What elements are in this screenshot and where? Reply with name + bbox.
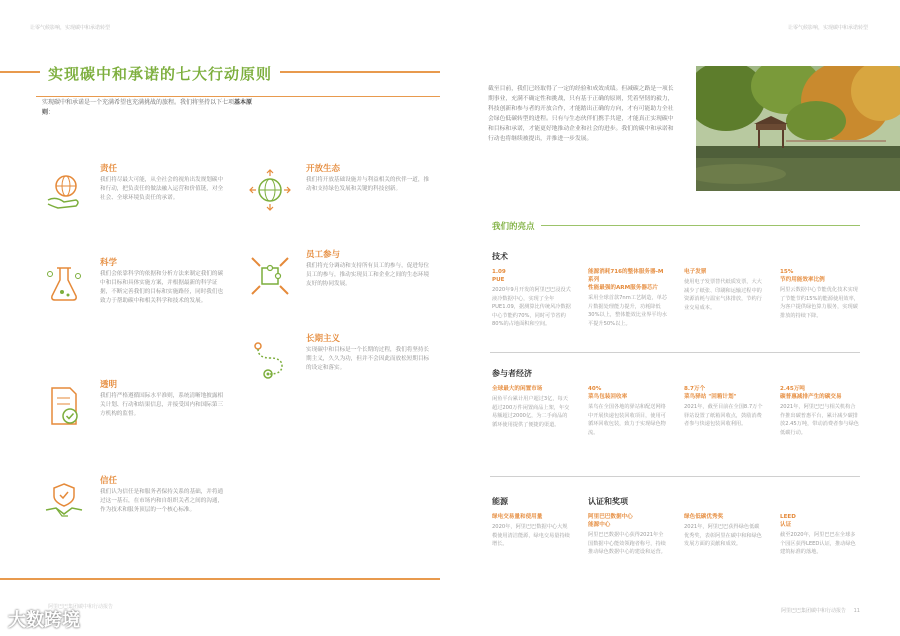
stat-cert-2	[684, 513, 764, 549]
page-number: 11	[853, 608, 860, 614]
science-flask-icon	[42, 262, 86, 306]
stat-heading: 阿里巴巴数据中心 能源中心	[588, 514, 633, 528]
principle-transparency	[42, 378, 232, 458]
puzzle-hands-icon	[248, 254, 292, 298]
footer-right-text: 阿里巴巴集团碳中和行动报告	[781, 608, 847, 614]
stat-heading: 全球最大的闲置市场	[492, 386, 543, 392]
header-left: 让零气候影响，实现碳中和承诺转型	[30, 25, 111, 31]
stat-body: 采用全球首款7nm工艺制造，单芯片数据处理能力提升，功耗降低30%以上，整体能效比业界平均水平提升50%以上。	[588, 295, 668, 327]
separator	[490, 352, 860, 353]
principle-body: 我们将尽最大可能，从全社会的视角出发规划碳中和行动，把负责任的做法融入运营和价值链，对全社会、全球环境负责任的承诺。	[100, 177, 224, 201]
intro-bold: 基本原则	[42, 99, 253, 116]
principle-body: 我们会依靠科学的依据和分析方法来制定我们的碳中和目标和具体实施方案，并根据最新的科学证据，不断完善我们的目标和实施路径，同时我们也致力于帮助碳中和相关科学和技术的发展。	[100, 271, 224, 304]
intro-text-body: 实现碳中和承诺是一个充满希望也充满挑战的旅程。我们将坚持以下七项	[42, 99, 235, 106]
stat-heading: 能源消耗716的整体服务器-M系列 性能最强的ARM服务器芯片	[588, 269, 664, 291]
stat-body: 阿里巴巴数据中心获得2021年全国数据中心能效领跑者称号，持续推动绿色数据中心的建设和运营。	[588, 532, 666, 555]
watermark-logo: 大数跨境	[8, 610, 80, 631]
stat-body: 闲鱼平台累计用户超过3亿，每天超过200万件闲置商品上架，年交易额超过2000亿，为二手商品的循环使用提供了便捷的渠道。	[492, 396, 570, 428]
stat-tech-3	[684, 268, 764, 312]
stat-tech-1	[492, 268, 572, 329]
section-energy: 能源	[492, 497, 508, 506]
stat-heading: 电子发票	[684, 269, 707, 275]
stat-heading: LEED 认证	[780, 514, 796, 528]
stat-body: 2021年，截至目前在全国8.7万个驿站设置了纸箱回收点，鼓励消费者参与快递包装回收利用。	[684, 404, 763, 427]
principle-body: 我们将开放基础设施并与利益相关的伙伴一道，推动和支持绿色发展和关键的科技创新。	[306, 177, 430, 192]
stat-participant-1	[492, 385, 572, 429]
header-right: 让零气候影响，实现碳中和承诺转型	[787, 25, 868, 31]
path-icon	[248, 338, 292, 382]
highlights-rule	[540, 225, 860, 226]
stat-heading: 2.45万吨 碳普惠减排产生的碳交易	[780, 386, 842, 400]
principle-title: 透明	[100, 380, 118, 390]
section-cert: 认证和奖项	[588, 497, 628, 506]
stat-body: 2021年，阿里巴巴获得绿色低碳优秀奖，表彰阿里在碳中和和绿色发展方面的贡献和成效。	[684, 524, 762, 547]
stat-heading: 15% 节约用能效率比例	[780, 269, 825, 283]
document-check-icon	[42, 384, 86, 428]
stat-energy-1	[492, 513, 572, 549]
principle-body: 实现碳中和目标是一个长期的过程，我们将坚持长期主义，久久为功，但并不会因此而放松短期目标的设定和落实。	[306, 347, 430, 371]
globe-arrows-icon	[248, 168, 292, 212]
principle-long-term	[248, 332, 438, 412]
globe-hand-icon	[42, 168, 86, 212]
stat-participant-2	[588, 385, 668, 437]
footer-left: 阿里巴巴集团碳中和行动报告	[48, 604, 114, 610]
stat-heading: 8.7万个 菜鸟驿站 "回箱计划"	[684, 386, 737, 400]
principle-title: 责任	[100, 164, 118, 174]
stat-body: 菜鸟在全国各地的驿站和配送网络中开展快递包装回收项目，使用可循环回收包装，致力于实现绿色物流。	[588, 404, 666, 436]
separator	[490, 476, 860, 477]
principle-employee	[248, 248, 438, 328]
section-participant: 参与者经济	[492, 369, 532, 378]
principle-body: 我们认为信任是和服务者保持关系的基础，并将通过这一基石，在市场内和自组织关者之间的沟通，作为技术和服务顶层的一个核心标准。	[100, 489, 224, 513]
principle-body: 我们将充分调动和支持所有员工的参与，促进每位员工的参与，推动实现员工和企业之间的生态环境友好的协同发展。	[306, 263, 430, 287]
stat-body: 2021年，阿里巴巴与相关机构合作推出碳普惠平台，累计减少碳排放2.45万吨，带动消费者参与绿色低碳行动。	[780, 404, 859, 436]
stat-body: 2020年，阿里巴巴数据中心大规模使用清洁能源，绿电交易量持续增长。	[492, 524, 570, 547]
stat-heading: 40% 菜鸟包装回收率	[588, 386, 628, 400]
highlights-title: 我们的亮点	[492, 220, 541, 232]
principle-title: 信任	[100, 476, 118, 486]
pond-photo	[696, 66, 900, 191]
stat-tech-2	[588, 268, 668, 328]
footer-right	[781, 607, 860, 614]
stat-body: 使用电子发票替代纸质发票，大大减少了纸张、印刷和运输过程中的资源消耗与温室气体排放，节约行业交易成本。	[684, 279, 762, 311]
page-title: 实现碳中和承诺的七大行动原则	[40, 63, 280, 84]
title-underline	[36, 96, 440, 97]
principle-title: 员工参与	[306, 250, 341, 260]
handshake-shield-icon	[42, 480, 86, 524]
stat-heading: 1.09 PUE	[492, 269, 506, 283]
principle-responsibility	[42, 162, 232, 232]
stat-body: 2020年9月开发的阿里巴巴浸没式液冷数据中心，实现了全年PUE1.09，据测算比传统风冷数据中心节能约70%，同时可节省约80%的占地面积和空间。	[492, 287, 571, 327]
section-tech: 技术	[492, 252, 508, 261]
principle-body: 我们将严格遵循国际水平准则，系统清晰地披露相关计划、行动和结果信息，并接受国内和国际第三方机构的监督。	[100, 393, 224, 417]
stat-participant-4	[780, 385, 860, 437]
principle-title: 科学	[100, 258, 118, 268]
principle-open-ecosystem	[248, 162, 438, 232]
stat-body: 阿里云数据中心节能优化技术实现了节能节约15%的能源使用效率，为客户提供绿色算力服务，实现碳排放的持续下降。	[780, 287, 859, 319]
intro-tail: ：	[48, 109, 55, 116]
stat-participant-3	[684, 385, 764, 429]
right-intro-text: 截至目前，我们已经取得了一定的经验和成效成绩。但减碳之路是一项长期事业，充满不确定性和挑战，只有基于正确的原则，凭着坚韧的毅力，科技创新和参与者的开放合作，才能踏出正确的方向，才有可能助力全社会绿色低碳转型的进程。只有与生态伙伴们携手共建，才能真正实现碳中和目标和承诺，才能更好地推动企业和社会的进步。我们的碳中和承诺和行动也将继续被提出，并推进一步发展。	[488, 86, 674, 142]
principle-title: 开放生态	[306, 164, 341, 174]
bottom-rule	[0, 578, 440, 580]
principle-title: 长期主义	[306, 334, 341, 344]
intro-text	[42, 98, 257, 118]
stat-cert-1	[588, 513, 668, 557]
stat-tech-4	[780, 268, 860, 320]
stat-body: 截至2020年，阿里巴巴在全球多个园区获得LEED认证，推动绿色建筑标准的落地。	[780, 532, 856, 555]
principle-trust	[42, 474, 232, 554]
principle-science	[42, 256, 232, 356]
stat-cert-3	[780, 513, 860, 557]
stat-heading: 绿电交易量和使用量	[492, 514, 543, 520]
stat-heading: 绿色低碳优秀奖	[684, 514, 724, 520]
landscape-image	[696, 66, 900, 191]
